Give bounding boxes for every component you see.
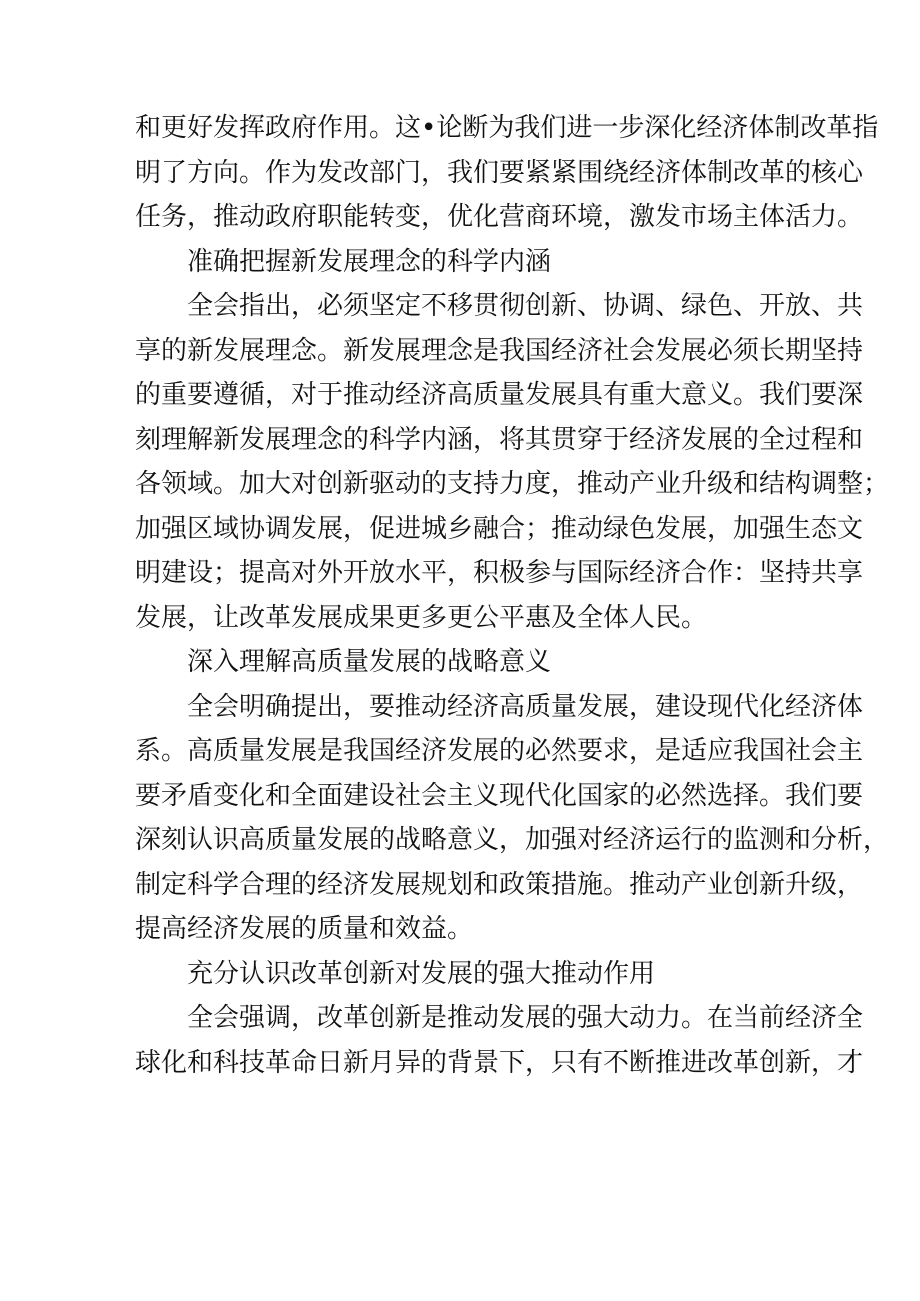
section-heading: 准确把握新发展理念的科学内涵 [187, 246, 552, 277]
text-line: 享的新发展理念。新发展理念是我国经济社会发展必须长期坚持 [135, 335, 864, 366]
text-line: 深刻认识高质量发展的战略意义，加强对经济运行的监测和分析， [135, 825, 890, 855]
section-heading: 充分认识改革创新对发展的强大推动作用 [187, 958, 656, 989]
text-line: 各领域。加大对创新驱动的支持力度，推动产业升级和结构调整； [135, 469, 890, 499]
text-line: 明建设；提高对外开放水平，积极参与国际经济合作：坚持共享 [135, 558, 864, 588]
text-line: 系。高质量发展是我国经济发展的必然要求，是适应我国社会主 [135, 736, 864, 766]
text-line: 刻理解新发展理念的科学内涵，将其贯穿于经济发展的全过程和 [135, 424, 864, 455]
text-line: 明了方向。作为发改部门，我们要紧紧围绕经济体制改革的核心 [135, 157, 864, 188]
text-line: 的重要遵循，对于推动经济高质量发展具有重大意义。我们要深 [135, 380, 864, 410]
text-line: 要矛盾变化和全面建设社会主义现代化国家的必然选择。我们要 [135, 780, 864, 811]
text-line: 制定科学合理的经济发展规划和政策措施。推动产业创新升级， [135, 869, 864, 900]
text-line: 全会指出，必须坚定不移贯彻创新、协调、绿色、开放、共 [187, 291, 864, 321]
text-line: 任务，推动政府职能转变，优化营商环境，激发市场主体活力。 [135, 202, 864, 232]
text-line: 提高经济发展的质量和效益。 [135, 914, 474, 944]
text-line: 和更好发挥政府作用。这•论断为我们进一步深化经济体制改革指 [135, 113, 879, 143]
text-line: 全会明确提出，要推动经济高质量发展，建设现代化经济体 [187, 691, 864, 722]
text-line: 发展，让改革发展成果更多更公平惠及全体人民。 [135, 602, 708, 633]
section-heading: 深入理解高质量发展的战略意义 [187, 647, 552, 677]
text-line: 全会强调，改革创新是推动发展的强大动力。在当前经济全 [187, 1003, 864, 1033]
text-line: 加强区域协调发展，促进城乡融合；推动绿色发展，加强生态文 [135, 513, 864, 544]
text-line: 球化和科技革命日新月异的背景下，只有不断推进改革创新，才 [135, 1047, 864, 1078]
document-body [135, 106, 890, 1085]
